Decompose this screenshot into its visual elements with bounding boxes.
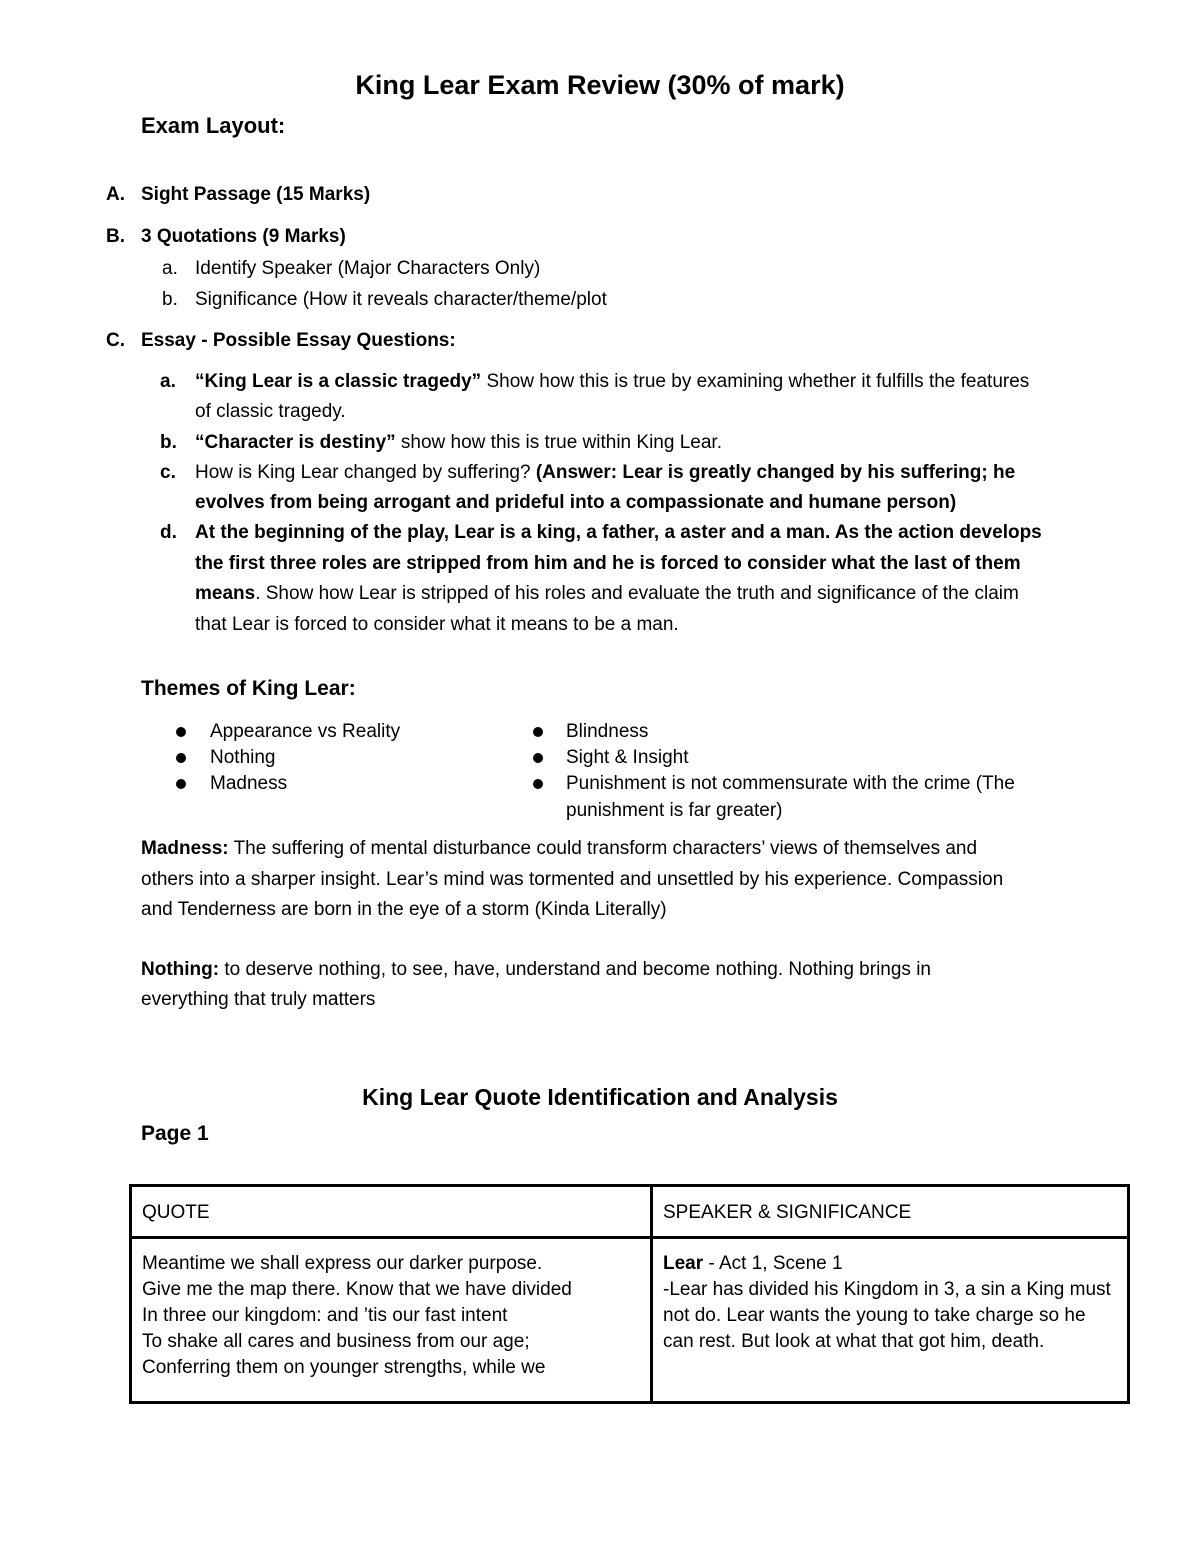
essay-b-text: show how this is true within King Lear. — [395, 432, 722, 453]
speaker-act: - Act 1, Scene 1 — [703, 1253, 843, 1274]
exam-layout-heading: Exam Layout: — [141, 113, 286, 138]
madness-label: Madness: — [141, 838, 229, 859]
bullet-icon — [176, 753, 186, 763]
table-row — [131, 1238, 1129, 1403]
quote-line: To shake all cares and business from our age; — [142, 1331, 530, 1352]
theme-item: Appearance vs Reality — [210, 721, 401, 742]
theme-item: Blindness — [566, 721, 649, 742]
significance-line: not do. Lear wants the young to take charge so he — [663, 1305, 1086, 1326]
themes-heading: Themes of King Lear: — [141, 677, 356, 700]
table-header-row — [131, 1186, 1129, 1238]
theme-item: Nothing — [210, 747, 276, 768]
sub-b-letter: b. — [162, 289, 178, 310]
section-b-label: 3 Quotations (9 Marks) — [141, 226, 346, 247]
essay-d-line1: At the beginning of the play, Lear is a king, a father, a aster and a man. As the action develops — [195, 522, 1042, 543]
quote-line: Meantime we shall express our darker purpose. — [142, 1253, 543, 1274]
quote-cell — [131, 1238, 652, 1403]
theme-item-continued: punishment is far greater) — [566, 800, 783, 821]
section-a-label: Sight Passage (15 Marks) — [141, 184, 371, 205]
sub-a-text: Identify Speaker (Major Characters Only) — [195, 258, 541, 279]
essay-d-line3-text: . Show how Lear is stripped of his roles and evaluate the truth and significance of the claim — [255, 583, 1019, 604]
theme-item: Sight & Insight — [566, 747, 689, 768]
page-title: King Lear Exam Review (30% of mark) — [355, 70, 845, 100]
quote-section-title: King Lear Quote Identification and Analysis — [362, 1084, 838, 1110]
section-b-letter: B. — [106, 226, 125, 247]
quote-line: In three our kingdom: and ’tis our fast intent — [142, 1305, 508, 1326]
nothing-label: Nothing: — [141, 959, 220, 980]
significance-line: can rest. But look at what that got him, death. — [663, 1331, 1045, 1352]
quote-line: Give me the map there. Know that we have divided — [142, 1279, 572, 1300]
essay-d-line2: the first three roles are stripped from him and he is forced to consider what the last of them — [195, 553, 1021, 574]
essay-d-line3-bold: means — [195, 583, 256, 604]
bullet-icon — [533, 753, 543, 763]
essay-c-text: How is King Lear changed by suffering? — [195, 462, 536, 483]
speaker-cell — [652, 1238, 1129, 1403]
bullet-icon — [533, 779, 543, 789]
essay-d-letter: d. — [160, 522, 177, 543]
essay-a-letter: a. — [160, 371, 176, 392]
essay-d-line4: that Lear is forced to consider what it means to be a man. — [195, 614, 679, 635]
section-a-letter: A. — [106, 184, 125, 205]
nothing-line1 — [141, 959, 931, 981]
speaker-line — [663, 1251, 1117, 1277]
sub-a-letter: a. — [162, 258, 178, 279]
madness-text: The suffering of mental disturbance could transform characters’ views of themselves and — [228, 838, 978, 859]
quote-line: Conferring them on younger strengths, while we — [142, 1357, 546, 1378]
section-c-letter: C. — [106, 330, 125, 351]
madness-line2: others into a sharper insight. Lear’s mind was tormented and unsettled by his experience. Compassion — [141, 869, 1004, 890]
theme-item: Madness — [210, 773, 288, 794]
essay-b-bold: “Character is destiny” — [195, 432, 396, 453]
nothing-text: to deserve nothing, to see, have, understand and become nothing. Nothing brings in — [219, 959, 932, 980]
essay-c-letter: c. — [160, 462, 176, 483]
essay-a-bold: “King Lear is a classic tragedy” — [195, 371, 482, 392]
theme-item: Punishment is not commensurate with the crime (The — [566, 773, 1015, 794]
sub-b-text: Significance (How it reveals character/theme/plot — [195, 289, 607, 310]
madness-line1 — [141, 838, 977, 860]
essay-b-letter: b. — [160, 432, 177, 453]
bullet-icon — [533, 727, 543, 737]
essay-a-line2: of classic tragedy. — [195, 401, 346, 422]
section-c-label: Essay - Possible Essay Questions: — [141, 330, 456, 351]
essay-d-line3 — [195, 583, 1019, 605]
madness-line3: and Tenderness are born in the eye of a storm (Kinda Literally) — [141, 899, 667, 920]
bullet-icon — [176, 779, 186, 789]
page-number: Page 1 — [141, 1122, 209, 1145]
table-header-quote: QUOTE — [131, 1186, 652, 1238]
essay-c-bold: (Answer: Lear is greatly changed by his suffering; he — [535, 462, 1016, 483]
significance-line: -Lear has divided his Kingdom in 3, a sin a King must — [663, 1279, 1111, 1300]
table-header-speaker: SPEAKER & SIGNIFICANCE — [652, 1186, 1129, 1238]
quote-table — [129, 1184, 1130, 1404]
nothing-line2: everything that truly matters — [141, 989, 376, 1010]
bullet-icon — [176, 727, 186, 737]
speaker-name: Lear — [663, 1253, 704, 1274]
essay-a-text: Show how this is true by examining whether it fulfills the features — [481, 371, 1030, 392]
essay-c-line2: evolves from being arrogant and prideful into a compassionate and humane person) — [195, 492, 957, 513]
